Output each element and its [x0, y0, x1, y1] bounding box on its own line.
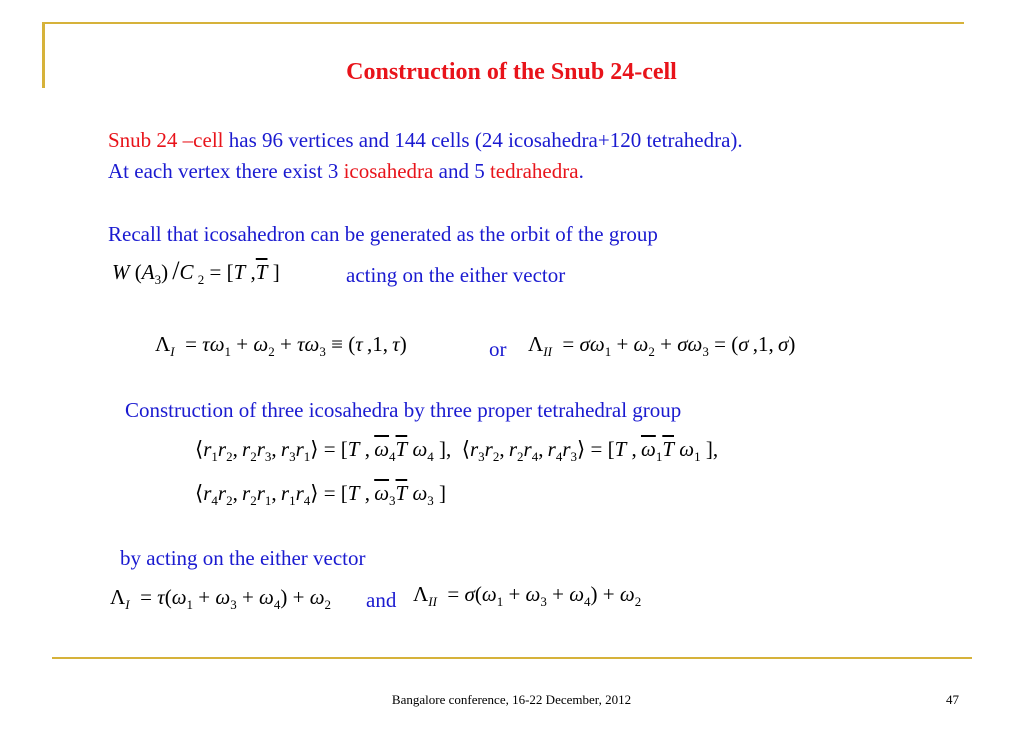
or-word: or — [489, 337, 507, 361]
slide-title: Construction of the Snub 24-cell — [346, 59, 677, 85]
tetrahedral-group-formula-2: $⟨r_4r_2$, $r_2r_1$, $r_1r_4⟩ = [T$ , $\overline{\omega}_3\overline{T}$ $\omega_3$ ] — [195, 481, 447, 508]
snub-term: Snub 24 –cell — [108, 128, 224, 152]
bottom-horizontal-rule — [52, 657, 972, 659]
top-horizontal-rule — [42, 22, 964, 24]
footer-text: Bangalore conference, 16-22 December, 2012 — [391, 692, 632, 707]
construction-line: Construction of three icosahedra by three proper tetrahedral group — [125, 398, 682, 422]
icosahedra-word: icosahedra — [343, 159, 434, 183]
lambda-I-formula-2: $\Lambda_I = \tau(\omega_1 + \omega_3 + \omega_4) + \omega_2$ — [110, 585, 332, 612]
lambda-II-formula: $\Lambda_{II} = \sigma\omega_1 + \omega_2 + \sigma\omega_3 = (\sigma$ ,1, σ) — [528, 332, 796, 359]
recall-line: Recall that icosahedron can be generated as the orbit of the group — [108, 222, 658, 246]
snub-description: has 96 vertices and 144 cells (24 icosahedra+120 tetrahedra). — [223, 128, 743, 152]
lambda-I-formula: $\Lambda_I = \tau\omega_1 + \omega_2 + \tau\omega_3 \equiv (\tau$ ,1, τ) — [155, 332, 407, 359]
para-snub-24-cell — [108, 128, 743, 153]
page-number: 47 — [946, 692, 959, 707]
lambda-II-formula-2: $\Lambda_{II} = \sigma(\omega_1 + \omega_3 + \omega_4) + \omega_2$ — [413, 582, 642, 609]
group-formula: W $(A_3)$ /C $_2$ = [T $,\overline{T}$ ] — [112, 256, 280, 287]
acting-line-1: acting on the either vector — [346, 263, 566, 287]
and-word: and — [366, 588, 397, 612]
para-vertex-cells — [108, 159, 584, 184]
vertex-text-start: At each vertex there exist 3 — [108, 159, 344, 183]
tedrahedra-word: tedrahedra — [489, 159, 579, 183]
by-acting-line: by acting on the either vector — [120, 546, 366, 570]
vertex-text-end: . — [578, 159, 584, 183]
tetrahedral-group-formula-1: $⟨r_1r_2$, $r_2r_3$, $r_3r_1⟩ = [T$ , $\overline{\omega}_4\overline{T}$ $\omega_4$ ], $⟨r_3r_2$, $r_2r_4$, $r_4r_3⟩ = [T$ , $\overline{\omega}_1\overline{T}$ $\omega_1$ ], — [195, 437, 719, 464]
vertex-text-mid: and 5 — [433, 159, 490, 183]
